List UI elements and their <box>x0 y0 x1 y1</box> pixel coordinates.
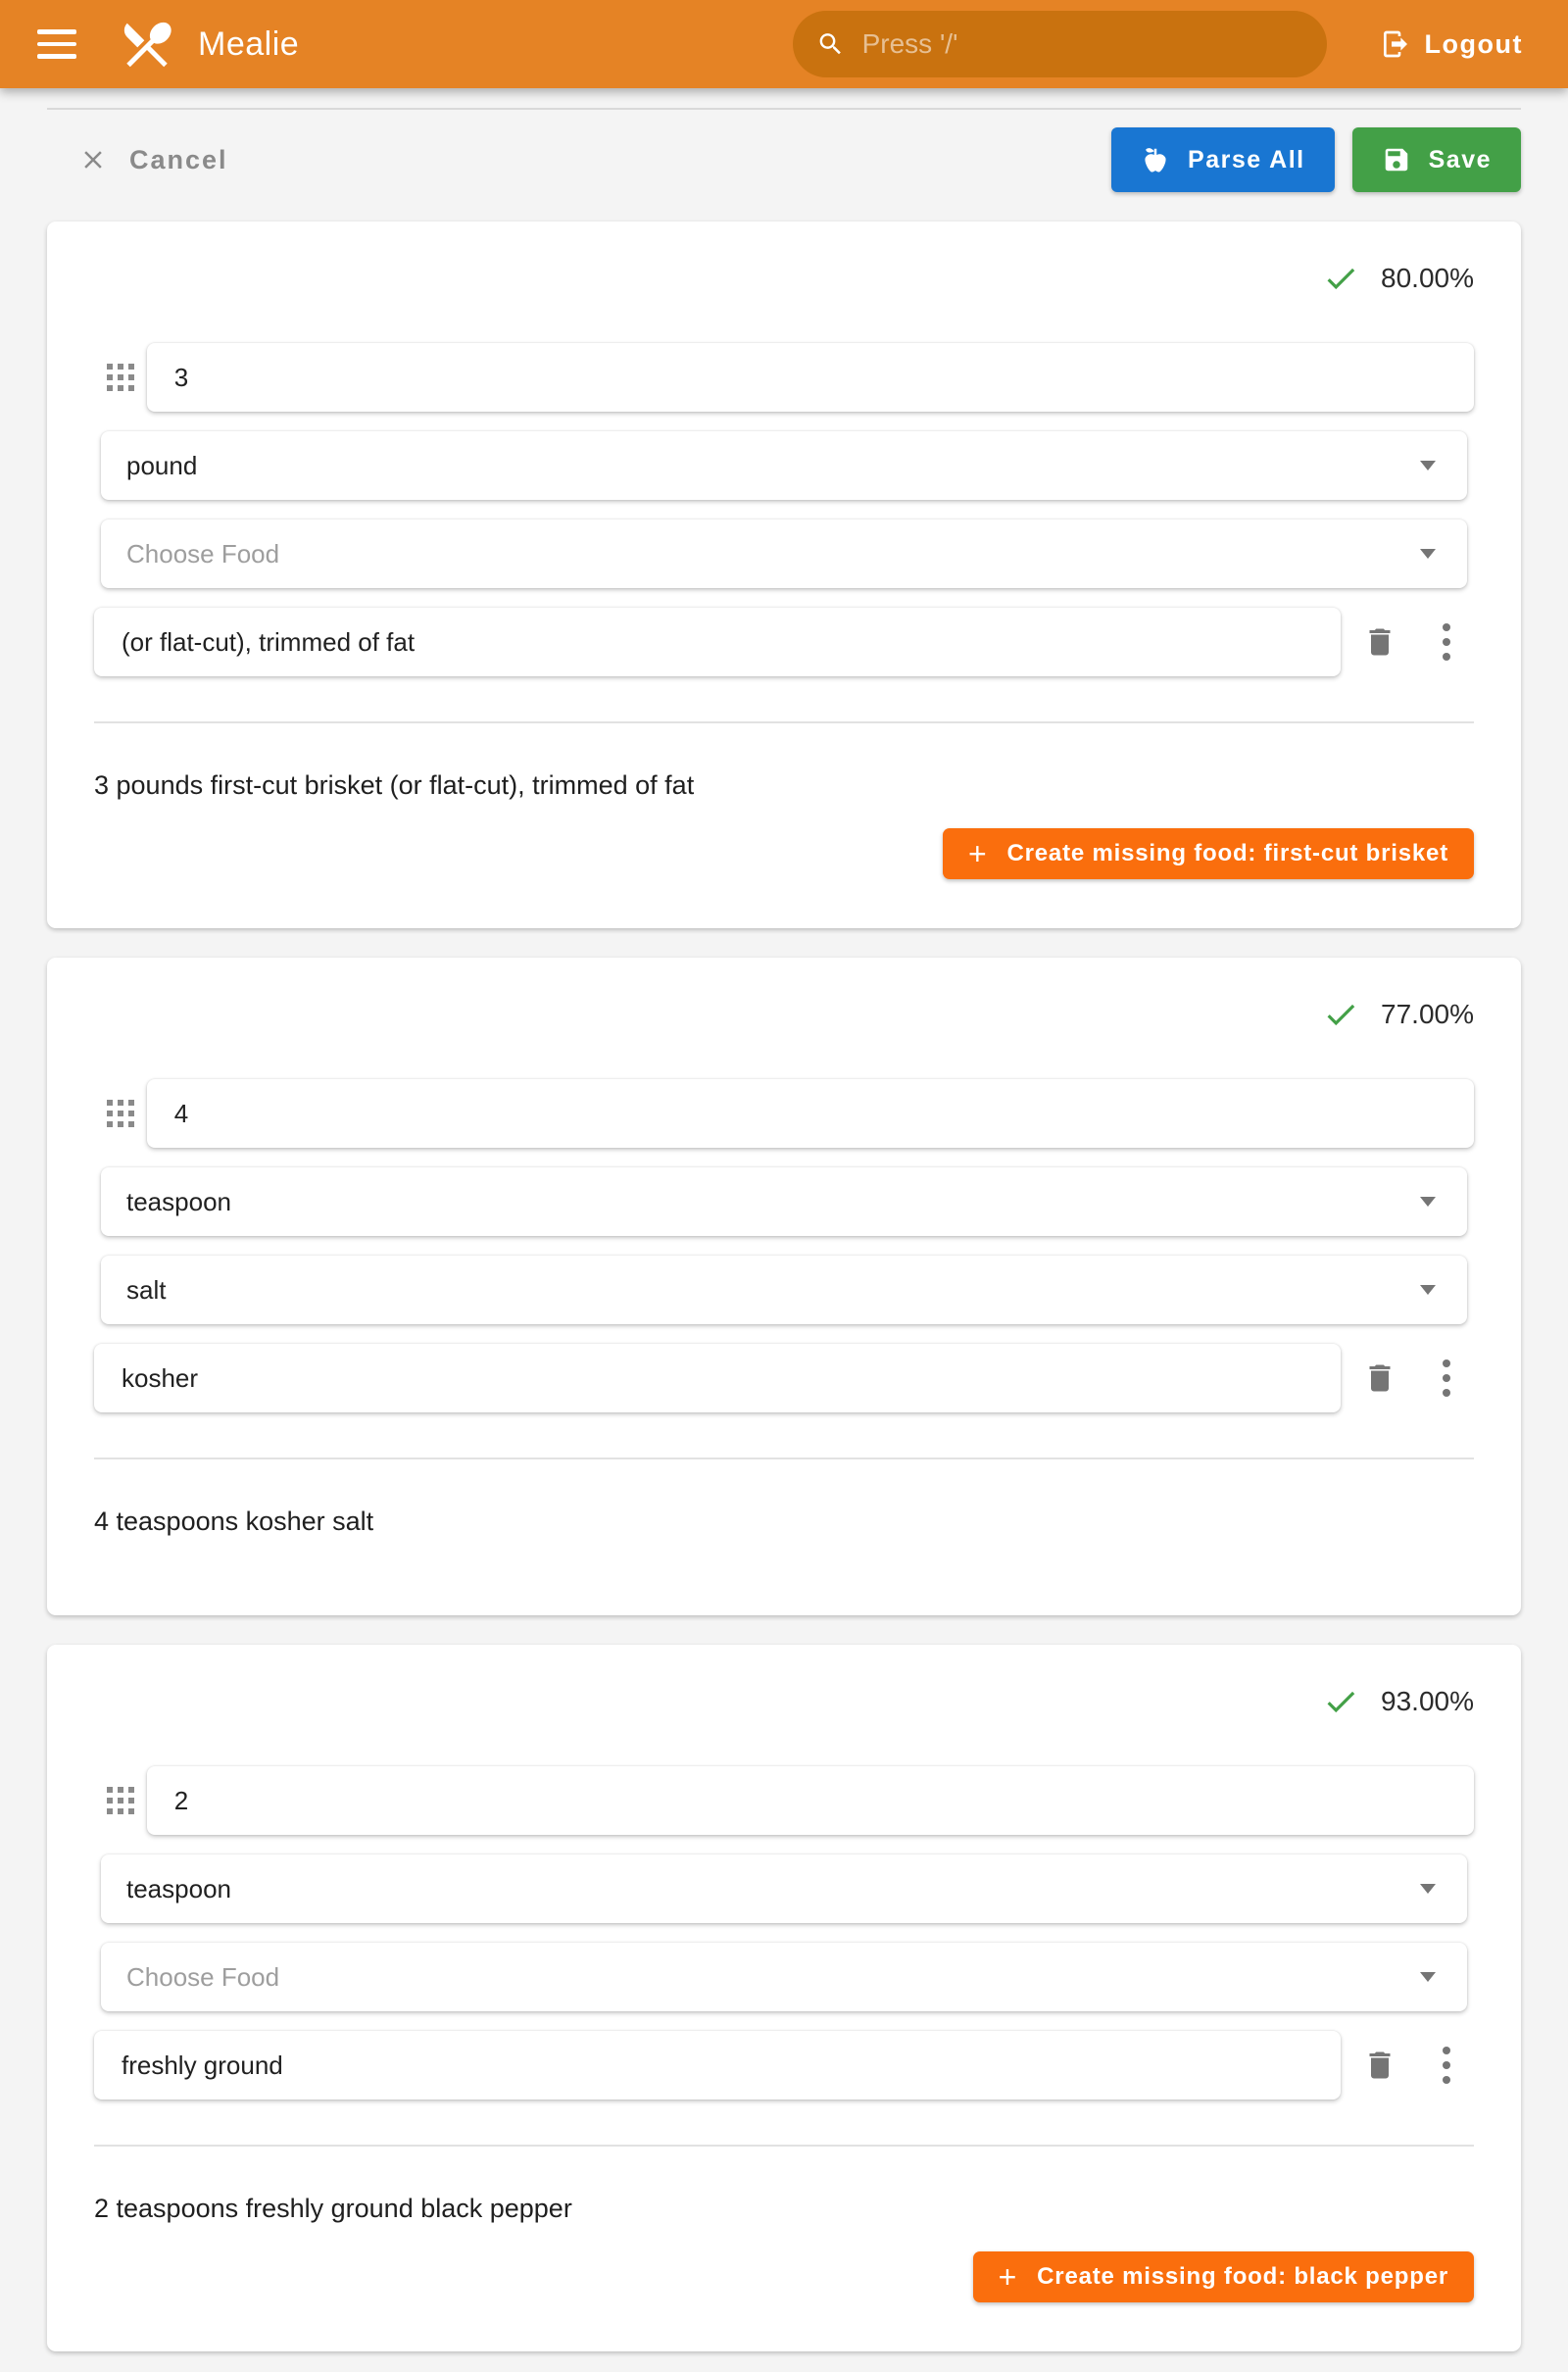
card-divider <box>94 2145 1474 2147</box>
confidence-value: 93.00% <box>1381 1686 1474 1716</box>
fork-knife-logo-icon[interactable] <box>118 15 176 74</box>
food-select[interactable] <box>101 1256 1467 1324</box>
parse-all-button[interactable] <box>1111 127 1335 192</box>
confidence-row <box>94 993 1474 1036</box>
quantity-input[interactable] <box>147 1079 1474 1148</box>
trash-icon <box>1362 2048 1397 2083</box>
close-icon <box>78 145 108 174</box>
dots-vertical-icon <box>1443 2047 1450 2084</box>
cancel-label: Cancel <box>129 144 228 174</box>
confidence-row <box>94 257 1474 300</box>
delete-button[interactable] <box>1352 615 1407 669</box>
note-input[interactable] <box>94 2031 1341 2100</box>
food-select[interactable] <box>101 1943 1467 2011</box>
app-header <box>0 0 1568 88</box>
original-ingredient-text: 4 teaspoons kosher salt <box>94 1507 374 1536</box>
chevron-down-icon <box>1420 1285 1436 1295</box>
search-bar[interactable] <box>793 11 1327 77</box>
create-missing-food-label: Create missing food: first-cut brisket <box>1006 840 1448 866</box>
search-icon <box>816 28 845 60</box>
more-options-button[interactable] <box>1419 615 1474 669</box>
unit-select[interactable] <box>101 1854 1467 1923</box>
note-input[interactable] <box>94 608 1341 676</box>
app-title: Mealie <box>198 25 300 63</box>
check-icon <box>1322 996 1359 1033</box>
more-options-button[interactable] <box>1419 2038 1474 2093</box>
quantity-input[interactable] <box>147 343 1474 412</box>
quantity-input[interactable] <box>147 1766 1474 1835</box>
logout-icon <box>1380 28 1411 60</box>
save-button[interactable] <box>1352 127 1521 192</box>
unit-value: teaspoon <box>126 1873 231 1903</box>
food-value: salt <box>126 1274 167 1305</box>
check-icon <box>1322 260 1359 297</box>
card-divider <box>94 721 1474 723</box>
dots-vertical-icon <box>1443 1359 1450 1397</box>
confidence-value: 77.00% <box>1381 999 1474 1029</box>
logout-button[interactable] <box>1374 27 1529 61</box>
top-divider <box>47 108 1521 110</box>
search-input[interactable] <box>860 27 1303 61</box>
food-select[interactable] <box>101 519 1467 588</box>
ingredient-card-1 <box>47 222 1521 928</box>
trash-icon <box>1362 624 1397 660</box>
drag-handle-icon[interactable] <box>103 1783 138 1818</box>
create-missing-food-button[interactable]: + Create missing food: black pepper <box>973 2251 1474 2302</box>
create-missing-food-button[interactable]: + Create missing food: first-cut brisket <box>943 828 1474 879</box>
note-input[interactable] <box>94 1344 1341 1412</box>
trash-icon <box>1362 1360 1397 1396</box>
chevron-down-icon <box>1420 1884 1436 1894</box>
unit-value: pound <box>126 450 198 480</box>
save-label: Save <box>1428 145 1492 173</box>
more-options-button[interactable] <box>1419 1351 1474 1406</box>
chevron-down-icon <box>1420 1972 1436 1982</box>
cancel-button[interactable] <box>73 144 234 176</box>
chevron-down-icon <box>1420 549 1436 559</box>
spacer <box>0 88 1568 108</box>
unit-select[interactable] <box>101 431 1467 500</box>
menu-icon[interactable] <box>37 29 76 59</box>
confidence-row <box>94 1680 1474 1723</box>
drag-handle-icon[interactable] <box>103 360 138 395</box>
dots-vertical-icon <box>1443 623 1450 661</box>
create-missing-food-label: Create missing food: black pepper <box>1037 2263 1448 2290</box>
chevron-down-icon <box>1420 461 1436 470</box>
original-ingredient-text: 2 teaspoons freshly ground black pepper <box>94 2194 572 2223</box>
original-ingredient-text: 3 pounds first-cut brisket (or flat-cut), trimmed of fat <box>94 770 695 800</box>
check-icon <box>1322 1683 1359 1720</box>
ingredient-card-3 <box>47 1645 1521 2351</box>
parser-toolbar <box>47 127 1521 192</box>
card-divider <box>94 1458 1474 1459</box>
apple-icon <box>1141 145 1170 174</box>
chevron-down-icon <box>1420 1197 1436 1207</box>
confidence-value: 80.00% <box>1381 263 1474 293</box>
unit-value: teaspoon <box>126 1186 231 1216</box>
parse-all-label: Parse All <box>1188 145 1305 173</box>
drag-handle-icon[interactable] <box>103 1096 138 1131</box>
logout-label: Logout <box>1424 28 1523 59</box>
delete-button[interactable] <box>1352 2038 1407 2093</box>
unit-select[interactable] <box>101 1167 1467 1236</box>
food-placeholder: Choose Food <box>126 1961 280 1992</box>
floppy-disk-icon <box>1382 145 1411 174</box>
food-placeholder: Choose Food <box>126 538 280 568</box>
delete-button[interactable] <box>1352 1351 1407 1406</box>
ingredient-card-2 <box>47 958 1521 1615</box>
